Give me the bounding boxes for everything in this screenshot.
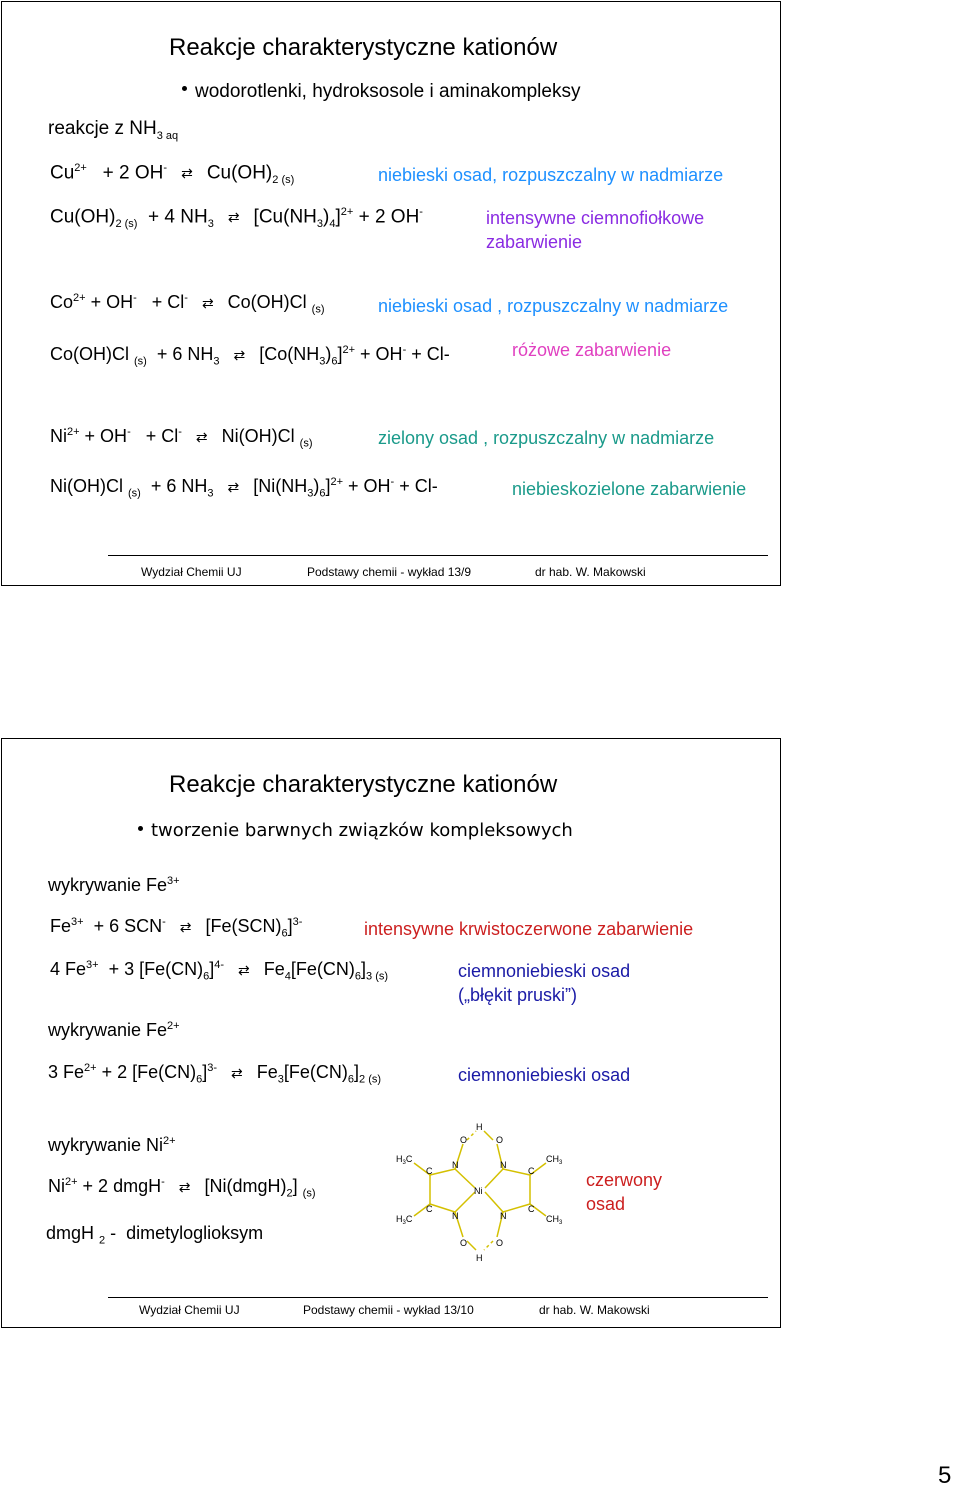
footer-left: Wydział Chemii UJ [141,565,242,579]
footer-divider [108,555,768,556]
equilibrium-arrow-icon: ⇄ [201,295,214,311]
equilibrium-arrow-icon: ⇄ [227,209,240,226]
equilibrium-arrow-icon: ⇄ [238,962,250,978]
description-ni-line1: czerwony [586,1170,663,1190]
equation-co-1: $Co^{2+} + OH^- + Cl^-$ ⇄ Co(OH)Cl $_{(s)}$ [50,292,325,316]
slide-title: Reakcje charakterystyczne kationów [169,34,558,61]
equilibrium-arrow-icon: ⇄ [178,1179,191,1195]
equilibrium-arrow-icon: ⇄ [233,347,246,363]
svg-text:C: C [426,1204,433,1214]
equation-cu-1: $Cu^{2+} + 2$ OH- ⇄ $Cu(OH)_{2 (s)}$ [50,162,295,187]
equilibrium-arrow-icon: ⇄ [179,919,192,935]
equation-cu-2: $Cu(OH)_{2 (s)} + 4$ $NH_3$ ⇄ $[Cu(NH_3)_4]^{2+} + 2$ OH- [50,206,423,231]
footer-divider [108,1297,768,1298]
svg-text:C: C [426,1166,433,1176]
heading-fe2: wykrywanie $Fe^{2+}$ [48,1020,180,1040]
description-fe3-2-line1: ciemnoniebieski osad [458,961,631,981]
description-ni-1: zielony osad , rozpuszczalny w nadmiarze [378,428,715,448]
svg-text:CH3: $CH_3$ [546,1214,563,1226]
svg-text:H: H [476,1122,483,1132]
heading-fe3: wykrywanie $Fe^{3+}$ [48,875,180,895]
bullet-dot-icon [182,86,187,91]
equation-fe2: 3 $Fe^{2+} + 2$ $[Fe(CN)_6]^{3-}$ ⇄ $Fe_3[Fe(CN)_6]_{2 (s)}$ [48,1062,382,1086]
description-fe3-1: intensywne krwistoczerwone zabarwienie [364,919,694,939]
nickel-dimethylglyoxime-structure [390,1118,570,1278]
footer-center: Podstawy chemii - wykład 13/9 [307,565,472,579]
svg-text:H3C: $H_3C$ [396,1214,413,1226]
bullet-dot-icon [138,826,143,831]
equation-fe3-2: 4 $Fe^{3+} + 3$ $[Fe(CN)_6]^{4-}$ ⇄ $Fe_4[Fe(CN)_6]_{3 (s)}$ [50,959,389,983]
footer-right: dr hab. W. Makowski [535,565,646,579]
bullet-item: tworzenie barwnych związków kompleksowych [138,820,573,841]
svg-text:O: O [460,1135,468,1145]
bullet-item: wodorotlenki, hydroksosole i aminakompleksy [182,81,580,103]
equation-ni: $Ni^{2+} + 2$ dmgH- ⇄ $[Ni(dmgH)_2]$ $_{(s)}$ [48,1176,316,1200]
page-number: 5 [938,1462,952,1489]
description-ni-2: niebieskozielone zabarwienie [512,479,747,499]
svg-text:O: O [496,1135,504,1145]
description-cu-1: niebieski osad, rozpuszczalny w nadmiarze [378,165,724,185]
dmgh-definition: dmgH $_2$ - dimetyloglioksym [46,1223,264,1247]
svg-text:CH3: $CH_3$ [546,1154,563,1166]
svg-text:Ni: Ni [474,1186,483,1196]
svg-text:H3C: $H_3C$ [396,1154,413,1166]
equation-ni-2: Ni(OH)Cl $_{(s)}$ + 6 $NH_3$ ⇄ $[Ni(NH_3)_6]^{2+} + OH^- + Cl-$ [50,476,438,500]
equilibrium-arrow-icon: ⇄ [195,429,208,445]
svg-text:C: C [528,1204,535,1214]
slide-13-9 [1,1,781,586]
equation-co-2: Co(OH)Cl $_{(s)}$ + 6 $NH_3$ ⇄ $[Co(NH_3)_6]^{2+} + OH^- + Cl-$ [50,344,450,368]
svg-text:N: N [500,1160,507,1170]
description-cu-2-line1: intensywne ciemnofiołkowe [486,208,705,228]
svg-text:N: N [452,1160,459,1170]
description-ni-line2: osad [586,1194,626,1214]
equilibrium-arrow-icon: ⇄ [231,1065,243,1081]
footer-right: dr hab. W. Makowski [539,1303,650,1317]
svg-text:O: O [460,1238,468,1248]
description-cu-2-line2: zabarwienie [486,232,583,252]
description-co-1: niebieski osad , rozpuszczalny w nadmiarze [378,296,729,316]
equilibrium-arrow-icon: ⇄ [181,165,193,182]
subheading: reakcje z $NH_{3 aq}$ [48,118,179,142]
svg-text:N: N [452,1211,459,1221]
equation-ni-1: $Ni^{2+} + OH^- + Cl^-$ ⇄ Ni(OH)Cl $_{(s)}$ [50,426,313,450]
equation-fe3-1: $Fe^{3+} + 6$ SCN- ⇄ $[Fe(SCN)_6]^{3-}$ [50,916,303,940]
svg-text:O: O [496,1238,504,1248]
slide-title: Reakcje charakterystyczne kationów [169,771,558,798]
description-fe2: ciemnoniebieski osad [458,1065,631,1085]
svg-text:H: H [476,1253,483,1263]
svg-text:N: N [500,1211,507,1221]
footer-left: Wydział Chemii UJ [139,1303,240,1317]
heading-ni: wykrywanie $Ni^{2+}$ [48,1135,176,1155]
description-co-2: różowe zabarwienie [512,340,672,360]
equilibrium-arrow-icon: ⇄ [227,479,240,495]
description-fe3-2-line2: („błękit pruski”) [458,985,578,1005]
svg-text:C: C [528,1166,535,1176]
footer-center: Podstawy chemii - wykład 13/10 [303,1303,474,1317]
slide-13-10 [1,738,781,1328]
